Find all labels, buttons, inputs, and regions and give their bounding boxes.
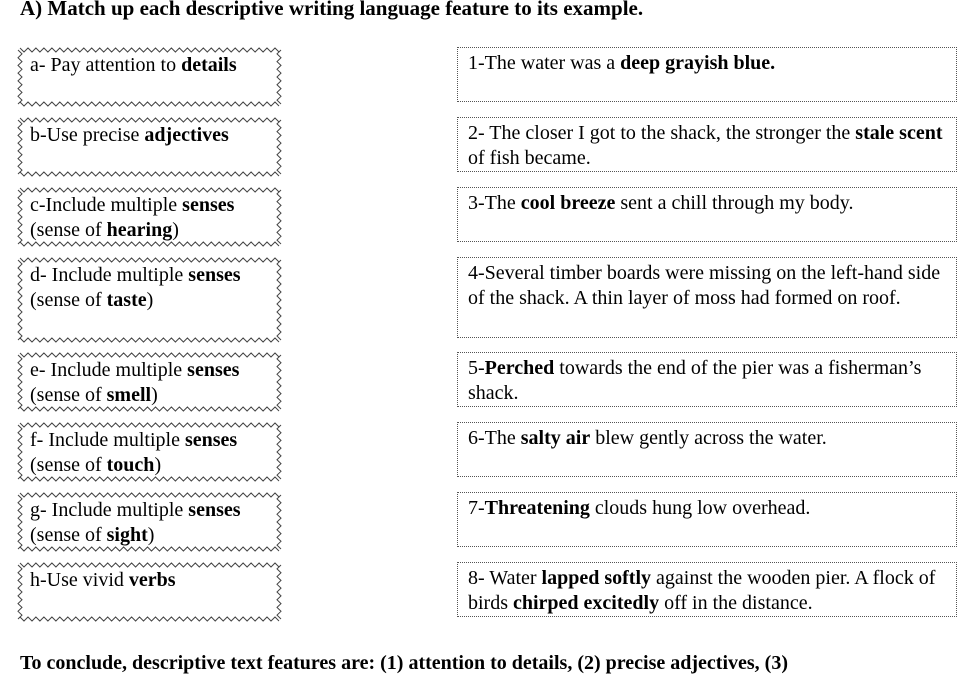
text-segment: ) [146, 289, 154, 311]
text-segment: f- Include multiple [30, 429, 185, 451]
bold-text-segment: cool breeze [520, 192, 616, 214]
example-box-8[interactable] [457, 562, 957, 617]
bold-text-segment: senses [187, 359, 240, 381]
text-segment: 5- [468, 357, 485, 379]
text-segment: (sense of [30, 384, 107, 406]
text-segment: ) [147, 524, 155, 546]
text-segment: clouds hung low overhead. [589, 497, 811, 519]
text-segment: e- Include multiple [30, 359, 188, 381]
bold-text-segment: adjectives [144, 124, 229, 146]
text-segment: ) [151, 384, 158, 406]
text-segment: ) [154, 454, 162, 476]
bold-text-segment: lapped softly [541, 567, 652, 589]
bold-text-segment: deep grayish blue. [620, 52, 776, 74]
text-segment: off in the distance. [659, 592, 813, 614]
text-segment: h-Use vivid [30, 569, 129, 591]
bold-text-segment: stale scent [855, 122, 943, 144]
bold-text-segment: Perched [484, 357, 555, 379]
text-segment: 8- Water [468, 567, 542, 589]
feature-box-b[interactable] [20, 120, 279, 174]
example-box-6[interactable] [457, 422, 957, 477]
example-box-1[interactable] [457, 47, 957, 102]
bold-text-segment: salty air [520, 427, 591, 449]
bold-text-segment: touch [106, 454, 155, 476]
text-segment: ) [172, 219, 179, 241]
text-segment: blew gently across the water. [590, 427, 827, 449]
bold-text-segment: Threatening [484, 497, 590, 519]
text-segment: 6-The [468, 427, 521, 449]
bold-text-segment: chirped excitedly [513, 592, 660, 614]
text-segment: (sense of [30, 289, 107, 311]
text-segment: b-Use precise [30, 124, 145, 146]
bold-text-segment: smell [106, 384, 152, 406]
bold-text-segment: senses [188, 264, 241, 286]
text-segment: 4-Several timber boards were missing on the left-hand side of the shack. A thin layer of moss had formed on roof. [468, 262, 941, 309]
example-box-4[interactable] [457, 257, 957, 338]
feature-box-a[interactable] [20, 50, 279, 104]
feature-box-h[interactable] [20, 565, 279, 619]
text-segment: 1-The water was a [468, 52, 621, 74]
example-box-5[interactable] [457, 352, 957, 407]
example-box-7[interactable] [457, 492, 957, 547]
example-box-3[interactable] [457, 187, 957, 242]
text-segment: of fish became. [468, 147, 591, 169]
feature-box-f[interactable] [20, 425, 279, 479]
text-segment: 2- The closer I got to the shack, the stronger the [468, 122, 856, 144]
text-segment: towards the end of the pier was a fisherman’s shack. [468, 357, 922, 404]
bold-text-segment: details [181, 54, 237, 76]
text-segment: 7- [468, 497, 485, 519]
bold-text-segment: verbs [128, 569, 176, 591]
text-segment: (sense of [30, 454, 107, 476]
text-segment: (sense of [30, 219, 107, 241]
text-segment: g- Include multiple [30, 499, 189, 521]
bold-text-segment: senses [182, 194, 235, 216]
text-segment: a- Pay attention to [30, 54, 182, 76]
feature-box-g[interactable] [20, 495, 279, 549]
feature-box-d[interactable] [20, 260, 279, 340]
conclusion-sentence: To conclude, descriptive text features are: (1) attention to details, (2) precise adjectives, (3) [20, 652, 788, 674]
text-segment: sent a chill through my body. [615, 192, 854, 214]
bold-text-segment: senses [184, 429, 238, 451]
text-segment: 3-The [468, 192, 521, 214]
bold-text-segment: senses [188, 499, 241, 521]
text-segment: d- Include multiple [30, 264, 189, 286]
bold-text-segment: taste [106, 289, 147, 311]
bold-text-segment: hearing [106, 219, 173, 241]
feature-box-c[interactable] [20, 190, 279, 244]
example-box-2[interactable] [457, 117, 957, 172]
text-segment: against the wooden pier. A flock of birds [468, 567, 936, 614]
exercise-title: A) Match up each descriptive writing language feature to its example. [20, 0, 644, 20]
text-segment: (sense of [30, 524, 107, 546]
feature-box-e[interactable] [20, 355, 279, 409]
text-segment: c-Include multiple [30, 194, 183, 216]
bold-text-segment: sight [106, 524, 148, 546]
